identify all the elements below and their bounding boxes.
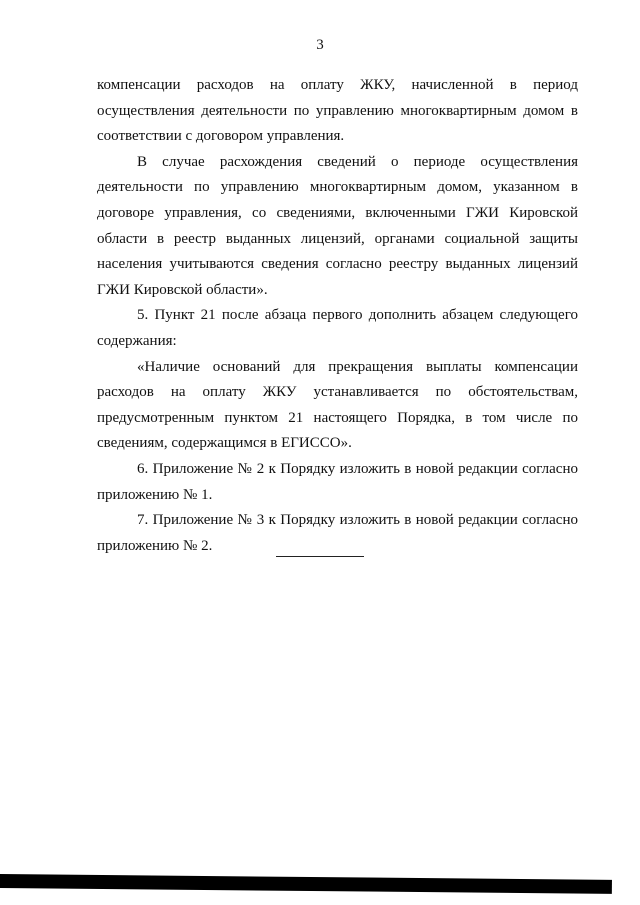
paragraph-item-5: 5. Пункт 21 после абзаца первого дополнить абзацем следующего содержания: — [97, 307, 578, 349]
end-of-text-rule — [276, 556, 364, 557]
page-number: 3 — [316, 37, 324, 53]
paragraph-continuation: компенсации расходов на оплату ЖКУ, начисленной в период осуществления деятельности по управлению многоквартирным домом в соответствии с договором управления. — [97, 77, 578, 145]
scan-edge-bar — [0, 874, 612, 894]
paragraph-discrepancy-clause: В случае расхождения сведений о периоде осуществления деятельности по управлению многоквартирным домом, указанном в договоре управления, со сведениями, включенными ГЖИ Кировской области в реестр выданных лицензий, органами социальной защиты населения учитываются сведения согласно реестру выданных лицензий ГЖИ Кировской области». — [97, 153, 578, 298]
document-body — [97, 73, 578, 559]
paragraph-item-6: 6. Приложение № 2 к Порядку изложить в новой редакции согласно приложению № 1. — [97, 460, 578, 503]
paragraph-quoted-insert: «Наличие оснований для прекращения выплаты компенсации расходов на оплату ЖКУ устанавливается по обстоятельствам, предусмотренным пунктом 21 настоящего Порядка, в том числе по сведениям, содержащимся в ЕГИССО». — [97, 358, 578, 452]
paragraph-item-7: 7. Приложение № 3 к Порядку изложить в новой редакции согласно приложению № 2. — [97, 512, 578, 554]
